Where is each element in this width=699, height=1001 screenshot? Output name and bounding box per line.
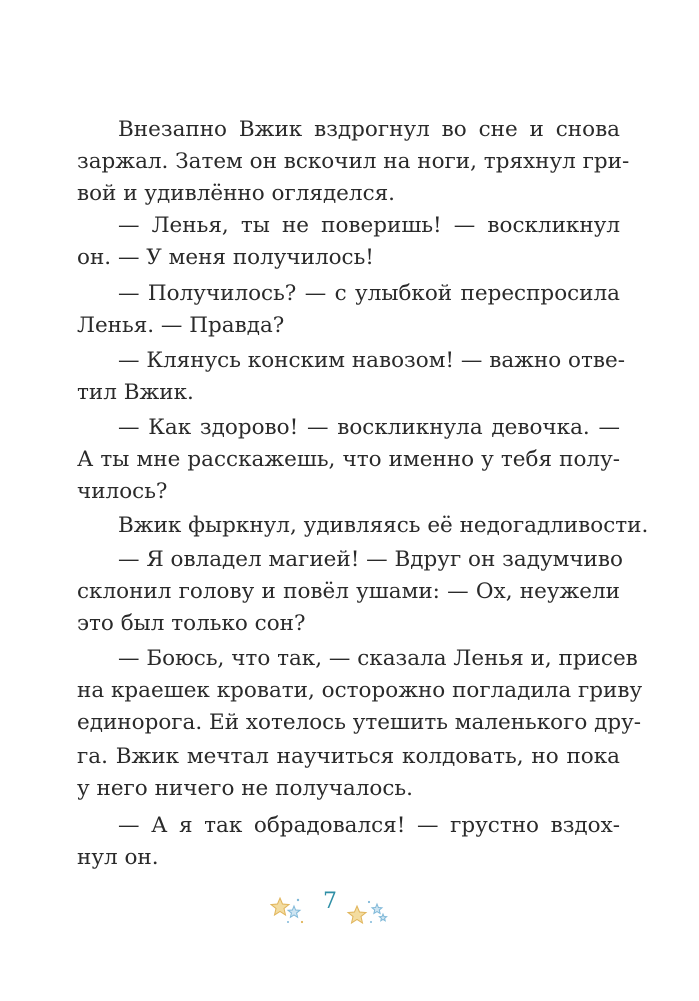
text-line: заржал. Затем он вскочил на ноги, тряхнул гри- <box>77 149 630 174</box>
text-line: — Получилось? — с улыбкой переспросила <box>118 281 620 306</box>
text-line: — А я так обрадовался! — грустно вздох- <box>118 813 620 838</box>
text-line: единорога. Ей хотелось утешить маленького дру- <box>77 710 642 735</box>
text-line: склонил голову и повёл ушами: — Ох, неужели <box>77 579 620 604</box>
text-line: — Ленья, ты не поверишь! — воскликнул <box>118 213 620 238</box>
text-line: чилось? <box>77 479 168 504</box>
text-line: Вжик фыркнул, удивляясь её недогадливости. <box>118 513 649 538</box>
text-line: это был только сон? <box>77 611 306 636</box>
text-line: у него ничего не получалось. <box>77 776 413 801</box>
text-line: Ленья. — Правда? <box>77 313 285 338</box>
text-line: на краешек кровати, осторожно погладила гриву <box>77 678 643 703</box>
text-line: — Я овладел магией! — Вдруг он задумчиво <box>118 547 623 572</box>
text-line: — Боюсь, что так, — сказала Ленья и, присев <box>118 646 638 671</box>
text-line: вой и удивлённо огляделся. <box>77 181 396 206</box>
text-line: га. Вжик мечтал научиться колдовать, но пока <box>77 744 620 769</box>
page-footer <box>0 888 699 938</box>
text-line: нул он. <box>77 845 159 870</box>
stars-decoration-right-icon <box>345 898 390 928</box>
stars-decoration-left-icon <box>270 892 310 932</box>
text-line: он. — У меня получилось! <box>77 245 374 270</box>
text-line: А ты мне расскажешь, что именно у тебя полу- <box>77 447 620 472</box>
text-line: тил Вжик. <box>77 380 194 405</box>
text-line: — Как здорово! — воскликнула девочка. — <box>118 415 620 440</box>
text-line: — Клянусь конским навозом! — важно отве- <box>118 348 625 373</box>
text-line: Внезапно Вжик вздрогнул во сне и снова <box>118 117 620 142</box>
page-number: 7 <box>323 889 337 914</box>
